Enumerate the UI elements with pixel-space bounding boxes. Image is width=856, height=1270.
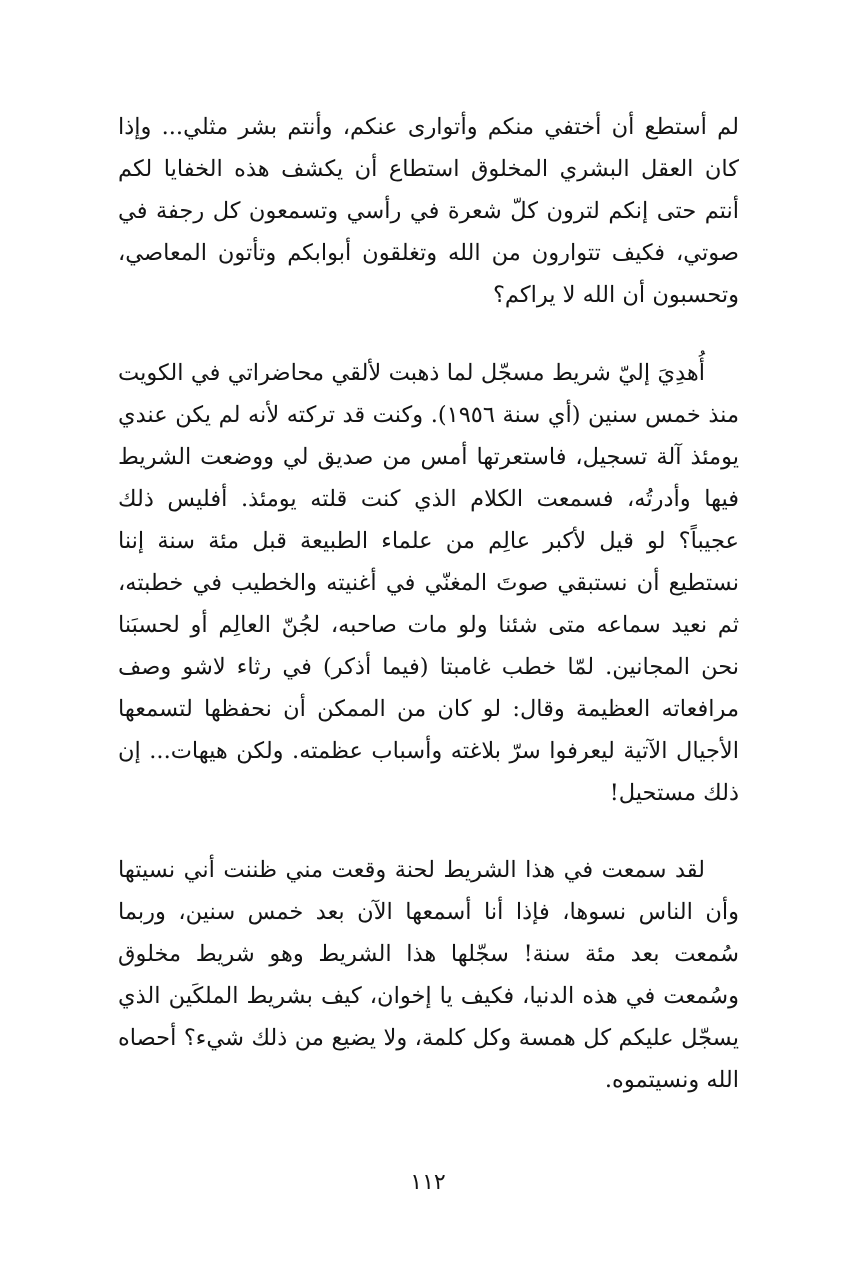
paragraph-1: لم أستطع أن أختفي منكم وأتوارى عنكم، وأنتم بشر مثلي... وإذا كان العقل البشري المخلوق استطاع أن يكشف هذه الخفايا لكم أنتم حتى إنكم لترون كلّ شعرة في رأسي وتسمعون كل رجفة في صوتي، فكيف تتوارون من الله وتغلقون أبوابكم وتأتون المعاصي، وتحسبون أن الله لا يراكم؟	[118, 114, 739, 308]
paragraph-3: لقد سمعت في هذا الشريط لحنة وقعت مني ظننت أني نسيتها وأن الناس نسوها، فإذا أنا أسمعها الآن بعد خمس سنين، وربما سُمعت بعد مئة سنة! سجّلها هذا الشريط وهو شريط مخلوق وسُمعت في هذه الدنيا، فكيف يا إخوان، كيف بشريط الملكَين الذي يسجّل عليكم كل همسة وكل كلمة، ولا يضيع من ذلك شيء؟ أحصاه الله ونسيتموه.	[118, 857, 739, 1093]
paragraph-2: أُهدِيَ إليّ شريط مسجّل لما ذهبت لألقي محاضراتي في الكويت منذ خمس سنين (أي سنة ١٩٥٦). وكنت قد تركته لأنه لم يكن عندي يومئذ آلة تسجيل، فاستعرتها أمس من صديق لي ووضعت الشريط فيها وأدرتُه، فسمعت الكلام الذي كنت قلته يومئذ. أفليس ذلك عجيباً؟ لو قيل لأكبر عالِم من علماء الطبيعة قبل مئة سنة إننا نستطيع أن نستبقي صوتَ المغنّي في أغنيته والخطيب في خطبته، ثم نعيد سماعه متى شئنا ولو مات صاحبه، لجُنّ العالِم أو لحسبَنا نحن المجانين. لمّا خطب غامبتا (فيما أذكر) في رثاء لاشو وصف مرافعاته العظيمة وقال: لو كان من الممكن أن نحفظها لتسمعها الأجيال الآتية ليعرفوا سرّ بلاغته وأسباب عظمته. ولكن هيهات... إن ذلك مستحيل!	[118, 360, 739, 806]
page-number: ١١٢	[410, 1170, 446, 1195]
